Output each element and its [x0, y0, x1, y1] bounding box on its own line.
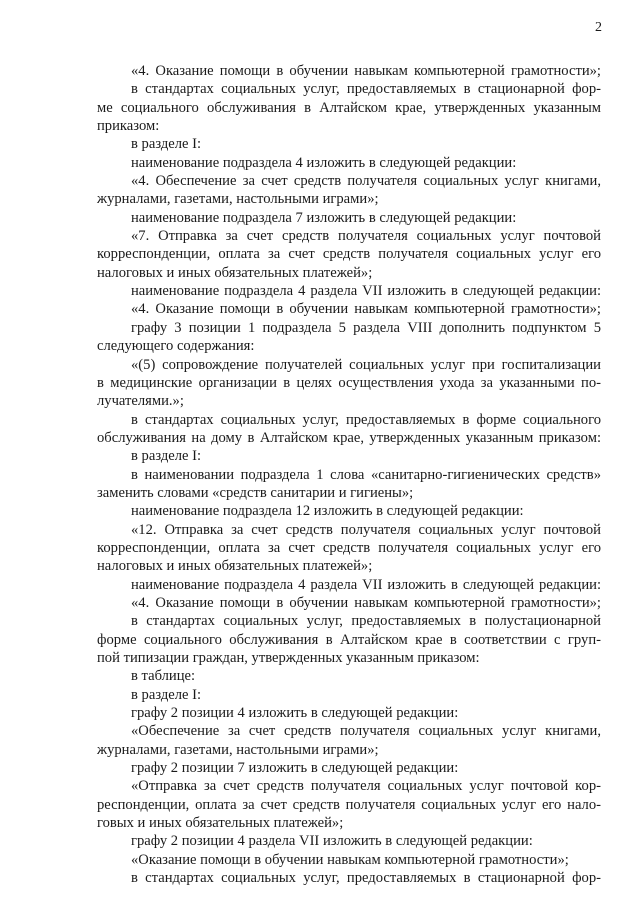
- text-line: «Обеспечение за счет средств получателя социальных услуг книгами,: [131, 723, 601, 740]
- text-line: наименование подраздела 4 раздела VII изложить в следующей редакции:: [131, 576, 601, 593]
- text-line: в стандартах социальных услуг, предоставляемых в стационарной фор-: [131, 870, 601, 887]
- text-line: приказом:: [97, 118, 160, 135]
- text-line: в наименовании подраздела 1 слова «санитарно-гигиенических средств»: [131, 466, 601, 483]
- text-line: корреспонденции, оплата за счет средств получателя социальных услуг его: [97, 539, 601, 556]
- text-line: «4. Оказание помощи в обучении навыкам компьютерной грамотности»;: [131, 594, 601, 611]
- text-line: наименование подраздела 12 изложить в следующей редакции:: [131, 503, 524, 520]
- text-line: наименование подраздела 7 изложить в следующей редакции:: [131, 209, 517, 226]
- text-line: лучателями.»;: [97, 393, 184, 410]
- text-line: графу 2 позиции 4 изложить в следующей редакции:: [131, 705, 459, 722]
- text-line: наименование подраздела 4 раздела VII изложить в следующей редакции:: [131, 283, 601, 300]
- text-line: в стандартах социальных услуг, предоставляемых в форме социального: [131, 411, 601, 428]
- text-line: ме социального обслуживания в Алтайском крае, утвержденных указанным: [97, 99, 601, 116]
- text-line: пой типизации граждан, утвержденных указанным приказом:: [97, 650, 480, 666]
- text-line: «Оказание помощи в обучении навыкам компьютерной грамотности»;: [131, 851, 569, 868]
- text-line: в разделе I:: [131, 448, 202, 465]
- text-line: «(5) сопровождение получателей социальных услуг при госпитализации: [131, 356, 601, 373]
- text-line: форме социального обслуживания в Алтайском крае в соответствии с груп-: [97, 631, 601, 648]
- text-line: «12. Отправка за счет средств получателя социальных услуг почтовой: [131, 521, 601, 538]
- text-line: «4. Оказание помощи в обучении навыкам компьютерной грамотности»;: [131, 63, 601, 79]
- text-line: налоговых и иных обязательных платежей»;: [97, 558, 373, 575]
- text-line: графу 2 позиции 7 изложить в следующей редакции:: [131, 760, 459, 777]
- text-line: в медицинские организации в целях осуществления ухода за указанными по-: [97, 374, 601, 391]
- text-line: в таблице:: [131, 668, 196, 685]
- text-line: говых и иных обязательных платежей»;: [97, 815, 344, 832]
- text-line: корреспонденции, оплата за счет средств получателя социальных услуг его: [97, 246, 601, 263]
- text-line: налоговых и иных обязательных платежей»;: [97, 264, 373, 281]
- text-line: графу 2 позиции 4 раздела VII изложить в следующей редакции:: [131, 833, 533, 850]
- text-line: наименование подраздела 4 изложить в следующей редакции:: [131, 154, 517, 171]
- text-line: «7. Отправка за счет средств получателя социальных услуг почтовой: [131, 228, 601, 245]
- text-line: «4. Обеспечение за счет средств получателя социальных услуг книгами,: [131, 173, 601, 190]
- text-line: графу 3 позиции 1 подраздела 5 раздела VIII дополнить подпунктом 5: [131, 319, 601, 336]
- text-line: следующего содержания:: [97, 338, 255, 355]
- text-line: в стандартах социальных услуг, предоставляемых в полустационарной: [131, 613, 601, 630]
- text-line: «Отправка за счет средств получателя социальных услуг почтовой кор-: [131, 778, 601, 795]
- text-line: журналами, газетами, настольными играми»;: [97, 191, 379, 208]
- document-body: [97, 62, 601, 887]
- text-line: журналами, газетами, настольными играми»;: [97, 741, 379, 758]
- text-line: обслуживания на дому в Алтайском крае, утвержденных указанным приказом:: [97, 429, 601, 446]
- text-line: заменить словами «средств санитарии и гигиены»;: [97, 484, 414, 501]
- text-line: «4. Оказание помощи в обучении навыкам компьютерной грамотности»;: [131, 301, 601, 318]
- text-line: респонденции, оплата за счет средств получателя социальных услуг его нало-: [97, 796, 601, 813]
- text-line: в разделе I:: [131, 136, 202, 153]
- text-line: в стандартах социальных услуг, предоставляемых в стационарной фор-: [131, 81, 601, 98]
- text-line: в разделе I:: [131, 686, 202, 703]
- page-number: 2: [595, 20, 602, 35]
